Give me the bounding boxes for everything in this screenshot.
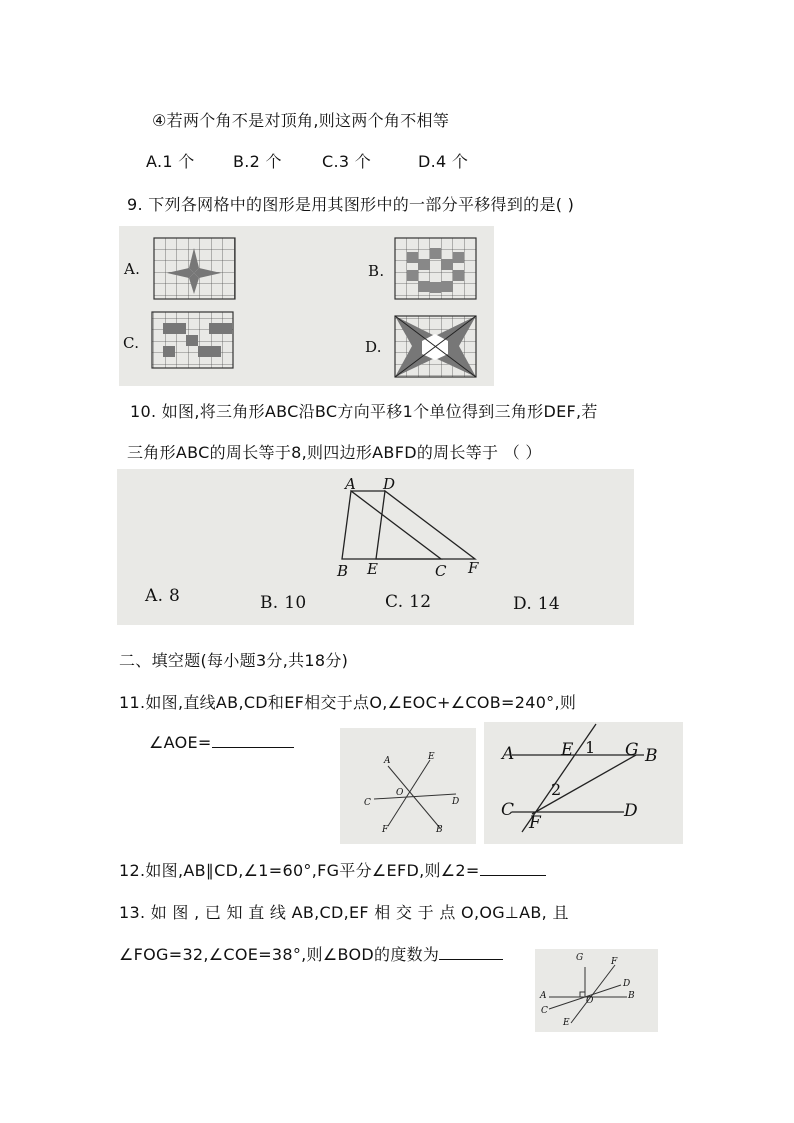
q11-label-b: B bbox=[436, 825, 443, 835]
q10-point-b: B bbox=[337, 562, 349, 580]
q10-option-d: D. 14 bbox=[513, 594, 560, 614]
q13-stem-line2: ∠FOG=32,∠COE=38°,则∠BOD的度数为 bbox=[119, 945, 440, 964]
q13-label-c: C bbox=[541, 1006, 549, 1016]
q13-label-e: E bbox=[563, 1018, 570, 1028]
q11-label-d: D bbox=[452, 797, 460, 807]
q10-stem-line2: 三角形ABC的周长等于8,则四边形ABFD的周长等于 （ ） bbox=[127, 443, 542, 462]
q12-label-1: 1 bbox=[585, 738, 596, 757]
q9-label-c: C. bbox=[123, 334, 140, 352]
triangle-def bbox=[376, 491, 475, 559]
q10-point-e: E bbox=[367, 560, 379, 578]
q8-option-a: A.1 个 bbox=[146, 152, 195, 171]
q8-item4: ④若两个角不是对顶角,则这两个角不相等 bbox=[152, 111, 450, 130]
q12-label-g: G bbox=[625, 740, 639, 760]
q10-point-d: D bbox=[383, 475, 396, 493]
q11-stem: 11.如图,直线AB,CD和EF相交于点O,∠EOC+∠COB=240°,则 bbox=[119, 693, 577, 712]
q11-answer-blank[interactable] bbox=[212, 733, 294, 748]
q8-option-c: C.3 个 bbox=[322, 152, 372, 171]
q13-stem-line2-row bbox=[119, 942, 503, 965]
q12-answer-blank[interactable] bbox=[480, 861, 546, 876]
q10-point-f: F bbox=[468, 559, 479, 577]
q9-grid-b bbox=[395, 238, 476, 299]
q11-label-c: C bbox=[364, 798, 372, 808]
q13-label-d: D bbox=[623, 979, 631, 989]
q13-label-b: B bbox=[628, 991, 635, 1001]
q10-option-c: C. 12 bbox=[385, 592, 432, 612]
q10-option-a: A. 8 bbox=[145, 586, 181, 606]
q12-label-c: C bbox=[501, 800, 515, 820]
q13-answer-blank[interactable] bbox=[439, 945, 503, 960]
q11-label-o: O bbox=[396, 788, 404, 798]
q12-label-e: E bbox=[561, 740, 574, 760]
q11-answer bbox=[149, 733, 294, 752]
q12-label-2: 2 bbox=[551, 780, 562, 799]
q11-answer-prefix: ∠AOE= bbox=[149, 733, 212, 752]
q13-label-a: A bbox=[540, 991, 547, 1001]
q12-label-a: A bbox=[502, 744, 515, 764]
q13-figure bbox=[535, 949, 658, 1032]
section2-title: 二、填空题(每小题3分,共18分) bbox=[119, 651, 349, 670]
q12-stem-row bbox=[119, 858, 546, 881]
q8-option-b: B.2 个 bbox=[233, 152, 282, 171]
q9-grid-a bbox=[154, 238, 235, 299]
q12-figure bbox=[484, 722, 683, 844]
q9-label-d: D. bbox=[365, 338, 382, 356]
q10-stem-line1: 10. 如图,将三角形ABC沿BC方向平移1个单位得到三角形DEF,若 bbox=[130, 402, 598, 421]
q9-stem: 9. 下列各网格中的图形是用其图形中的一部分平移得到的是( ) bbox=[127, 195, 575, 214]
q10-point-c: C bbox=[435, 562, 447, 580]
q9-figure bbox=[119, 226, 494, 386]
q12-label-d: D bbox=[624, 801, 638, 821]
q10-option-b: B. 10 bbox=[260, 593, 307, 613]
q13-stem-line1: 13. 如 图 , 已 知 直 线 AB,CD,EF 相 交 于 点 O,OG⊥AB, 且 bbox=[119, 903, 569, 922]
q13-label-o: O bbox=[586, 996, 594, 1006]
q9-label-b: B. bbox=[368, 262, 385, 280]
q9-grid-d bbox=[395, 316, 476, 377]
q9-grid-c bbox=[152, 312, 233, 368]
q11-label-a: A bbox=[384, 756, 391, 766]
q13-label-g: G bbox=[576, 953, 584, 963]
q13-label-f: F bbox=[611, 957, 618, 967]
q9-label-a: A. bbox=[124, 260, 141, 278]
q11-label-e: E bbox=[428, 752, 435, 762]
q12-label-f: F bbox=[529, 813, 542, 833]
q10-figure bbox=[117, 469, 634, 625]
triangle-abc bbox=[342, 491, 441, 559]
q11-figure bbox=[340, 728, 476, 844]
q8-option-d: D.4 个 bbox=[418, 152, 469, 171]
q12-stem: 12.如图,AB∥CD,∠1=60°,FG平分∠EFD,则∠2= bbox=[119, 861, 480, 880]
q11-label-f: F bbox=[382, 825, 389, 835]
q12-label-b: B bbox=[645, 746, 658, 766]
q10-point-a: A bbox=[345, 475, 357, 493]
